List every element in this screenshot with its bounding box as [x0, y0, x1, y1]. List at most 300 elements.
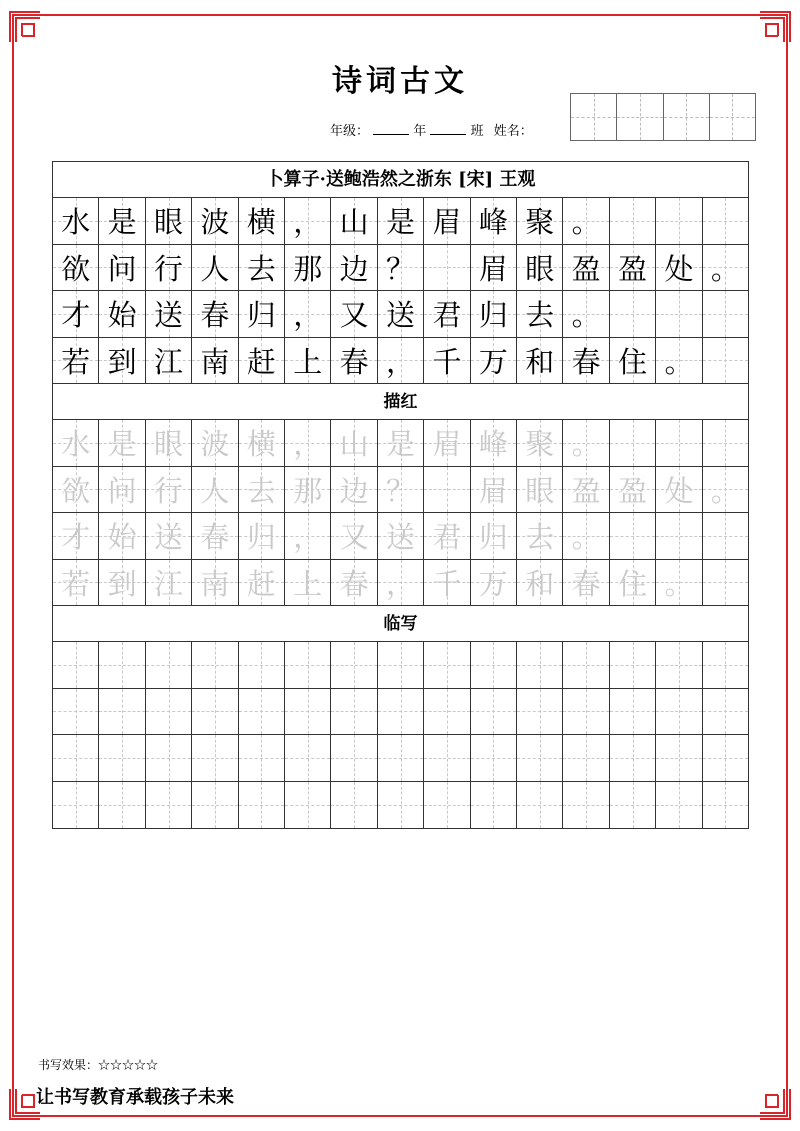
- character: 上: [293, 344, 323, 379]
- grid-cell: [99, 198, 145, 244]
- grid-cell[interactable]: [99, 782, 145, 829]
- character: 那: [293, 473, 323, 508]
- grid-cell[interactable]: [239, 560, 285, 606]
- grid-cell: [53, 291, 99, 337]
- character: 江: [154, 566, 184, 601]
- grid-cell[interactable]: [424, 735, 470, 781]
- character: 是: [386, 205, 416, 240]
- character: 欲: [61, 251, 91, 286]
- character: 春: [339, 344, 369, 379]
- grid-cell: [610, 198, 656, 244]
- grid-cell: [239, 198, 285, 244]
- grid-row: [53, 198, 748, 245]
- class-label: 班: [470, 124, 484, 139]
- character: 君: [432, 520, 462, 555]
- grid-cell: [610, 291, 656, 337]
- grid-row: [53, 513, 748, 560]
- character: 春: [200, 298, 230, 333]
- character: 横: [246, 205, 276, 240]
- grid-cell[interactable]: [703, 513, 748, 559]
- grid-cell[interactable]: [285, 513, 331, 559]
- character: 边: [339, 251, 369, 286]
- grid-cell[interactable]: [471, 420, 517, 466]
- year-label: 年: [413, 124, 427, 139]
- grid-cell[interactable]: [146, 513, 192, 559]
- grid-cell: [471, 198, 517, 244]
- grid-cell: [239, 338, 285, 384]
- character: 。: [571, 205, 601, 240]
- grid-cell: [563, 245, 609, 291]
- grid-cell: [656, 338, 702, 384]
- character: 归: [478, 520, 508, 555]
- character: 始: [107, 520, 137, 555]
- grid-cell: [53, 338, 99, 384]
- character: 万: [478, 344, 508, 379]
- grid-cell[interactable]: [378, 735, 424, 781]
- character: 送: [386, 298, 416, 333]
- grid-cell[interactable]: [517, 420, 563, 466]
- grid-cell[interactable]: [424, 513, 470, 559]
- grid-cell[interactable]: [563, 735, 609, 781]
- grid-cell[interactable]: [99, 689, 145, 735]
- character: 聚: [525, 205, 555, 240]
- grid-cell[interactable]: [703, 560, 748, 606]
- grid-cell[interactable]: [99, 513, 145, 559]
- grid-cell: [563, 338, 609, 384]
- character: 到: [107, 344, 137, 379]
- character: ，: [293, 205, 323, 240]
- grid-cell[interactable]: [656, 560, 702, 606]
- grid-cell[interactable]: [53, 782, 99, 829]
- character: 上: [293, 566, 323, 601]
- grid-cell: [703, 198, 748, 244]
- grid-cell: [331, 198, 377, 244]
- grid-cell[interactable]: [656, 689, 702, 735]
- grid-cell[interactable]: [53, 560, 99, 606]
- character: 送: [386, 520, 416, 555]
- grid-cell: [285, 291, 331, 337]
- grid-cell[interactable]: [146, 420, 192, 466]
- grid-cell: [146, 291, 192, 337]
- grid-cell[interactable]: [331, 782, 377, 829]
- grid-cell: [424, 291, 470, 337]
- grid-cell: [656, 198, 702, 244]
- grid-cell[interactable]: [192, 735, 238, 781]
- character: 行: [154, 473, 184, 508]
- grade-blank[interactable]: [373, 121, 409, 135]
- grid-cell[interactable]: [378, 689, 424, 735]
- grid-cell[interactable]: [471, 735, 517, 781]
- grid-cell[interactable]: [146, 689, 192, 735]
- grid-cell[interactable]: [285, 420, 331, 466]
- grid-cell[interactable]: [471, 689, 517, 735]
- grid-cell: [424, 338, 470, 384]
- character: 才: [61, 298, 91, 333]
- character: 。: [571, 298, 601, 333]
- grid-cell: [239, 291, 285, 337]
- grid-cell[interactable]: [703, 467, 748, 513]
- character: 赶: [246, 566, 276, 601]
- grid-cell: [610, 245, 656, 291]
- grid-cell[interactable]: [703, 782, 748, 829]
- grid-cell: [146, 198, 192, 244]
- grid-cell[interactable]: [53, 642, 99, 688]
- corner-ornament-icon: [758, 10, 792, 44]
- grid-cell[interactable]: [424, 782, 470, 829]
- grid-cell[interactable]: [703, 735, 748, 781]
- grid-cell[interactable]: [378, 642, 424, 688]
- character: 水: [61, 427, 91, 462]
- character: 去: [246, 473, 276, 508]
- grid-cell[interactable]: [424, 642, 470, 688]
- grid-cell[interactable]: [610, 782, 656, 829]
- character: 盈: [571, 473, 601, 508]
- grid-row: [53, 467, 748, 514]
- grid-cell[interactable]: [192, 420, 238, 466]
- copying-section: [53, 642, 748, 828]
- grid-cell[interactable]: [656, 513, 702, 559]
- grid-cell[interactable]: [563, 513, 609, 559]
- character: 波: [200, 427, 230, 462]
- grid-cell[interactable]: [239, 735, 285, 781]
- character: 山: [339, 205, 369, 240]
- character: ？: [386, 473, 416, 508]
- grid-cell[interactable]: [563, 689, 609, 735]
- grid-row: [53, 291, 748, 338]
- grid-cell[interactable]: [424, 467, 470, 513]
- grid-cell: [285, 198, 331, 244]
- character: 人: [200, 473, 230, 508]
- character: 若: [61, 566, 91, 601]
- grid-cell[interactable]: [239, 689, 285, 735]
- grid-cell: [517, 338, 563, 384]
- character: 聚: [525, 427, 555, 462]
- grid-cell[interactable]: [378, 513, 424, 559]
- grid-cell[interactable]: [146, 782, 192, 829]
- grid-cell: [192, 245, 238, 291]
- character: 眉: [478, 473, 508, 508]
- character: 送: [154, 520, 184, 555]
- character: 和: [525, 344, 555, 379]
- grid-cell: [378, 291, 424, 337]
- grid-cell[interactable]: [285, 782, 331, 829]
- grid-cell: [192, 198, 238, 244]
- grid-cell: [703, 291, 748, 337]
- grid-cell[interactable]: [471, 467, 517, 513]
- grid-cell: [471, 338, 517, 384]
- character: 处: [664, 473, 694, 508]
- grid-cell[interactable]: [610, 513, 656, 559]
- grid-cell[interactable]: [239, 513, 285, 559]
- grid-cell[interactable]: [192, 513, 238, 559]
- character: 行: [154, 251, 184, 286]
- grid-cell[interactable]: [53, 513, 99, 559]
- grid-cell[interactable]: [99, 735, 145, 781]
- grid-cell[interactable]: [285, 689, 331, 735]
- character: 眼: [525, 473, 555, 508]
- character: 始: [107, 298, 137, 333]
- grid-cell: [610, 338, 656, 384]
- character: ，: [386, 566, 416, 601]
- grid-cell: [517, 291, 563, 337]
- grid-cell[interactable]: [610, 642, 656, 688]
- grid-cell[interactable]: [563, 782, 609, 829]
- grid-cell[interactable]: [146, 467, 192, 513]
- grid-cell: [331, 338, 377, 384]
- page-title: 诗词古文: [332, 64, 468, 99]
- grid-cell[interactable]: [656, 735, 702, 781]
- grid-cell: [53, 245, 99, 291]
- grid-cell[interactable]: [656, 642, 702, 688]
- character: 。: [710, 251, 740, 286]
- name-cell[interactable]: [664, 94, 710, 140]
- character: 问: [107, 251, 137, 286]
- character: 眼: [154, 205, 184, 240]
- grid-cell: [378, 198, 424, 244]
- grid-cell: [146, 338, 192, 384]
- grid-cell: [703, 338, 748, 384]
- grid-cell[interactable]: [285, 560, 331, 606]
- grid-cell[interactable]: [424, 560, 470, 606]
- grid-cell[interactable]: [331, 513, 377, 559]
- grid-cell[interactable]: [610, 420, 656, 466]
- student-info-line: [330, 120, 533, 139]
- character: 横: [246, 427, 276, 462]
- grid-row: [53, 689, 748, 736]
- grid-cell[interactable]: [239, 420, 285, 466]
- grid-cell[interactable]: [610, 735, 656, 781]
- grid-row: [53, 338, 748, 385]
- character: 千: [432, 566, 462, 601]
- character: 到: [107, 566, 137, 601]
- grid-cell[interactable]: [378, 420, 424, 466]
- grid-cell[interactable]: [99, 560, 145, 606]
- character: 眼: [154, 427, 184, 462]
- grid-cell: [53, 198, 99, 244]
- grid-cell[interactable]: [239, 642, 285, 688]
- character: 又: [339, 520, 369, 555]
- character: 去: [525, 520, 555, 555]
- name-cell[interactable]: [617, 94, 663, 140]
- grid-cell: [331, 291, 377, 337]
- grid-cell[interactable]: [563, 420, 609, 466]
- grid-cell[interactable]: [192, 560, 238, 606]
- grid-row: [53, 560, 748, 607]
- grid-cell[interactable]: [378, 782, 424, 829]
- grid-cell: [563, 291, 609, 337]
- class-blank[interactable]: [430, 121, 466, 135]
- grid-cell[interactable]: [192, 642, 238, 688]
- grid-cell: [703, 245, 748, 291]
- grid-cell[interactable]: [517, 467, 563, 513]
- corner-ornament-icon: [758, 1087, 792, 1121]
- grid-cell[interactable]: [53, 735, 99, 781]
- grid-cell[interactable]: [378, 560, 424, 606]
- grid-cell: [471, 245, 517, 291]
- grid-cell: [424, 198, 470, 244]
- character: 赶: [246, 344, 276, 379]
- grid-cell[interactable]: [656, 467, 702, 513]
- character: 去: [246, 251, 276, 286]
- character: 。: [664, 344, 694, 379]
- character: 又: [339, 298, 369, 333]
- footer-slogan: 让书写教育承载孩子未来: [36, 1087, 234, 1108]
- grid-cell[interactable]: [146, 642, 192, 688]
- grid-cell: [239, 245, 285, 291]
- grid-cell[interactable]: [471, 513, 517, 559]
- grid-cell[interactable]: [285, 735, 331, 781]
- character: 春: [339, 566, 369, 601]
- grid-cell[interactable]: [656, 782, 702, 829]
- character: 眉: [432, 427, 462, 462]
- character: ，: [386, 344, 416, 379]
- grid-cell[interactable]: [331, 735, 377, 781]
- character: 是: [386, 427, 416, 462]
- character: ，: [293, 298, 323, 333]
- grid-cell[interactable]: [331, 689, 377, 735]
- grid-cell: [656, 245, 702, 291]
- grid-cell: [424, 245, 470, 291]
- grid-cell: [192, 338, 238, 384]
- character: 边: [339, 473, 369, 508]
- grid-cell[interactable]: [285, 642, 331, 688]
- character: 欲: [61, 473, 91, 508]
- grid-cell[interactable]: [146, 735, 192, 781]
- grid-cell[interactable]: [331, 560, 377, 606]
- grid-cell[interactable]: [99, 420, 145, 466]
- grid-cell[interactable]: [563, 642, 609, 688]
- grid-cell[interactable]: [331, 467, 377, 513]
- grid-cell[interactable]: [517, 513, 563, 559]
- character: 若: [61, 344, 91, 379]
- grid-cell[interactable]: [424, 689, 470, 735]
- grid-cell[interactable]: [239, 467, 285, 513]
- writing-rating: 书写效果：☆☆☆☆☆: [38, 1058, 159, 1072]
- grid-cell[interactable]: [285, 467, 331, 513]
- character: 眉: [478, 251, 508, 286]
- model-section: [53, 198, 748, 384]
- grid-cell[interactable]: [331, 420, 377, 466]
- character: 峰: [478, 205, 508, 240]
- character: 南: [200, 344, 230, 379]
- name-label: 姓名：: [493, 124, 533, 139]
- grid-cell[interactable]: [53, 420, 99, 466]
- character: 住: [618, 344, 648, 379]
- character: 。: [664, 566, 694, 601]
- character: 春: [571, 344, 601, 379]
- character: 住: [618, 566, 648, 601]
- grid-cell[interactable]: [610, 689, 656, 735]
- grid-cell[interactable]: [146, 560, 192, 606]
- grid-cell: [192, 291, 238, 337]
- character: 那: [293, 251, 323, 286]
- grid-row: [53, 642, 748, 689]
- grid-cell[interactable]: [610, 560, 656, 606]
- character: 盈: [618, 251, 648, 286]
- grid-cell[interactable]: [563, 560, 609, 606]
- character: 归: [478, 298, 508, 333]
- grid-cell: [146, 245, 192, 291]
- name-cell[interactable]: [571, 94, 617, 140]
- grid-cell[interactable]: [517, 642, 563, 688]
- grid-cell: [331, 245, 377, 291]
- grid-cell[interactable]: [53, 689, 99, 735]
- character: 。: [571, 427, 601, 462]
- tracing-label: 描红: [53, 384, 748, 420]
- grid-cell[interactable]: [703, 642, 748, 688]
- grid-cell[interactable]: [610, 467, 656, 513]
- character: ，: [293, 520, 323, 555]
- character: 山: [339, 427, 369, 462]
- grid-cell: [99, 338, 145, 384]
- grid-cell: [517, 198, 563, 244]
- character: 送: [154, 298, 184, 333]
- copying-label: 临写: [53, 606, 748, 642]
- character: 归: [246, 298, 276, 333]
- grid-row: [53, 245, 748, 292]
- grid-cell[interactable]: [517, 560, 563, 606]
- grid-cell[interactable]: [471, 642, 517, 688]
- grid-cell: [517, 245, 563, 291]
- grid-cell[interactable]: [331, 642, 377, 688]
- grid-cell[interactable]: [99, 642, 145, 688]
- grid-cell[interactable]: [517, 689, 563, 735]
- grid-cell[interactable]: [239, 782, 285, 829]
- character: 眼: [525, 251, 555, 286]
- name-grid[interactable]: [570, 93, 756, 141]
- grid-cell[interactable]: [563, 467, 609, 513]
- corner-ornament-icon: [8, 10, 42, 44]
- character: 盈: [571, 251, 601, 286]
- grid-cell: [471, 291, 517, 337]
- character: 春: [200, 520, 230, 555]
- grid-cell[interactable]: [99, 467, 145, 513]
- grid-cell: [285, 245, 331, 291]
- grid-cell[interactable]: [517, 735, 563, 781]
- grid-cell: [656, 291, 702, 337]
- character: ，: [293, 427, 323, 462]
- tracing-section: [53, 420, 748, 606]
- grid-row: [53, 735, 748, 782]
- grid-cell[interactable]: [703, 420, 748, 466]
- grid-cell[interactable]: [192, 467, 238, 513]
- grid-cell: [99, 291, 145, 337]
- character: 处: [664, 251, 694, 286]
- character: 君: [432, 298, 462, 333]
- grid-cell[interactable]: [424, 420, 470, 466]
- grid-cell[interactable]: [471, 560, 517, 606]
- grid-cell[interactable]: [517, 782, 563, 829]
- grid-cell[interactable]: [53, 467, 99, 513]
- grid-cell[interactable]: [192, 782, 238, 829]
- grid-cell[interactable]: [192, 689, 238, 735]
- grid-cell[interactable]: [378, 467, 424, 513]
- grid-cell[interactable]: [471, 782, 517, 829]
- grid-cell[interactable]: [656, 420, 702, 466]
- grid-cell[interactable]: [703, 689, 748, 735]
- grade-label: 年级：: [330, 124, 370, 139]
- character: 南: [200, 566, 230, 601]
- grid-row: [53, 782, 748, 829]
- character: 江: [154, 344, 184, 379]
- character: 才: [61, 520, 91, 555]
- name-cell[interactable]: [710, 94, 755, 140]
- character: 波: [200, 205, 230, 240]
- character: 和: [525, 566, 555, 601]
- character: 水: [61, 205, 91, 240]
- grid-row: [53, 420, 748, 467]
- grid-cell: [378, 245, 424, 291]
